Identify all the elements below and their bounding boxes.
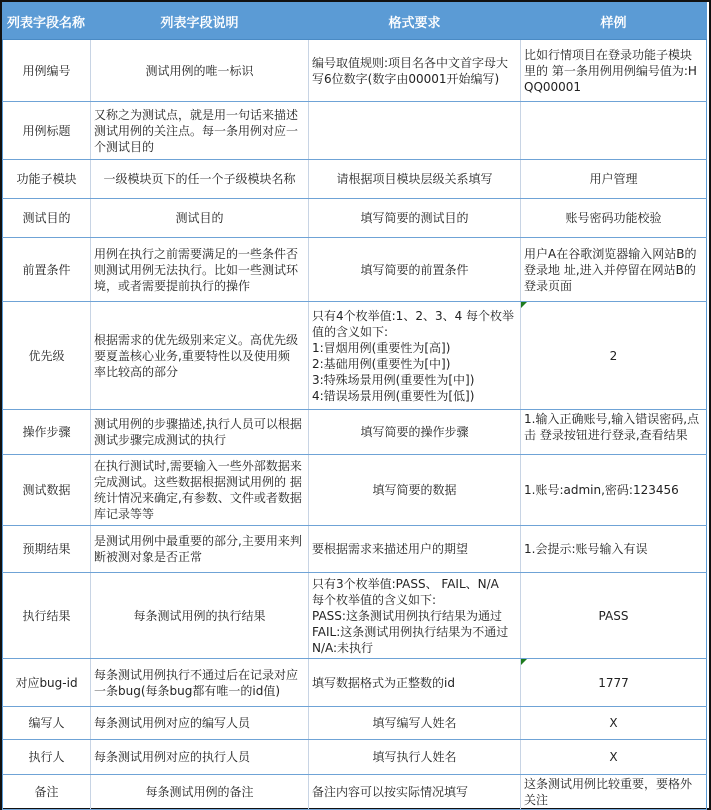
- cell-example[interactable]: X: [521, 740, 707, 775]
- cell-format[interactable]: [309, 573, 521, 659]
- table-row: [3, 659, 707, 707]
- cell-field-desc[interactable]: 测试用例的步骤描述,执行人员可以根据测试步骤完成测试的执行: [91, 410, 309, 455]
- table-row: [3, 238, 707, 302]
- format-line: 只有4个枚举值:1、2、3、4 每个枚举值的含义如下:: [312, 308, 515, 339]
- cell-example-value: 1.输入正确账号,输入错误密码,点击 登录按钮进行登录,查看结果: [524, 412, 700, 442]
- cell-example[interactable]: 这条测试用例比较重要，要格外关注: [521, 775, 707, 810]
- cell-field-desc[interactable]: 是测试用例中最重要的部分,主要用来判断被测对象是否正常: [91, 526, 309, 573]
- table-row: [3, 410, 707, 455]
- table-row: [3, 302, 707, 410]
- cell-format[interactable]: 备注内容可以按实际情况填写: [309, 775, 521, 810]
- header-field-desc[interactable]: 列表字段说明: [91, 3, 309, 40]
- cell-field-desc[interactable]: 在执行测试时,需要输入一些外部数据来完成测试。这些数据根据测试用例的 据统计情况来确定,有参数、文件或者数据库记录等等: [91, 455, 309, 526]
- format-line: 4:错误场景用例(重要性为[低]): [312, 388, 475, 403]
- cell-field-desc[interactable]: 测试用例的唯一标识: [91, 40, 309, 102]
- format-line: N/A:未执行: [312, 640, 374, 655]
- header-row: [3, 3, 707, 40]
- test-case-field-table: [2, 2, 707, 810]
- cell-example-value: 1777: [598, 675, 629, 690]
- header-example[interactable]: 样例: [521, 3, 707, 40]
- cell-example[interactable]: [521, 410, 707, 455]
- format-line: 2:基础用例(重要性为[中]): [312, 356, 451, 371]
- cell-field-desc[interactable]: 每条测试用例的备注: [91, 775, 309, 810]
- cell-format[interactable]: 填写执行人姓名: [309, 740, 521, 775]
- cell-field-name[interactable]: 备注: [3, 775, 91, 810]
- cell-format[interactable]: 填写简要的测试目的: [309, 199, 521, 238]
- cell-format[interactable]: 要根据需求来描述用户的期望: [309, 526, 521, 573]
- format-line: 每个枚举值的含义如下:: [312, 592, 437, 607]
- cell-example[interactable]: 用户A在谷歌浏览器输入网站B的登录地 址,进入并停留在网站B的登录页面: [521, 238, 707, 302]
- cell-field-desc[interactable]: 根据需求的优先级别来定义。高优先级 要夏盖核心业务,重要特性以及使用频 率比较高的部分: [91, 302, 309, 410]
- cell-field-desc[interactable]: 每条测试用例对应的执行人员: [91, 740, 309, 775]
- cell-field-name[interactable]: 预期结果: [3, 526, 91, 573]
- cell-format[interactable]: 填写简要的数据: [309, 455, 521, 526]
- cell-field-name[interactable]: 操作步骤: [3, 410, 91, 455]
- table-row: [3, 707, 707, 740]
- cell-field-desc[interactable]: 用例在执行之前需要满足的一些条件否 则测试用例无法执行。比如一些测试环 境，或者需要提前执行的操作: [91, 238, 309, 302]
- comment-marker-icon: [521, 302, 527, 308]
- format-line: 1:冒烟用例(重要性为[高]): [312, 340, 451, 355]
- table-row: [3, 573, 707, 659]
- comment-marker-icon: [521, 659, 527, 665]
- cell-example[interactable]: 账号密码功能校验: [521, 199, 707, 238]
- cell-format[interactable]: 编号取值规则:项目名各中文首字母大写6位数字(数字由00001开始编写): [309, 40, 521, 102]
- table-row: [3, 102, 707, 160]
- cell-field-name[interactable]: 编写人: [3, 707, 91, 740]
- cell-field-name[interactable]: 用例标题: [3, 102, 91, 160]
- format-line: 3:特殊场景用例(重要性为[中]): [312, 372, 475, 387]
- cell-example[interactable]: 用户管理: [521, 160, 707, 199]
- cell-example[interactable]: 1.账号:admin,密码:123456: [521, 455, 707, 526]
- table-row: [3, 740, 707, 775]
- cell-format[interactable]: [309, 102, 521, 160]
- cell-format[interactable]: [309, 302, 521, 410]
- cell-field-name[interactable]: 执行人: [3, 740, 91, 775]
- cell-field-desc[interactable]: 每条测试用例对应的编写人员: [91, 707, 309, 740]
- cell-example[interactable]: [521, 659, 707, 707]
- cell-field-name[interactable]: 用例编号: [3, 40, 91, 102]
- cell-example[interactable]: 1.会提示:账号输入有误: [521, 526, 707, 573]
- header-field-name[interactable]: 列表字段名称: [3, 3, 91, 40]
- cell-field-desc[interactable]: 又称之为测试点，就是用一句话来描述 测试用例的关注点。每一条用例对应一 个测试目的: [91, 102, 309, 160]
- format-line: 只有3个枚举值:PASS、 FAIL、N/A: [312, 576, 499, 591]
- cell-field-desc[interactable]: 一级模块页下的任一个子级模块名称: [91, 160, 309, 199]
- cell-format[interactable]: 填写简要的操作步骤: [309, 410, 521, 455]
- cell-field-name[interactable]: 测试目的: [3, 199, 91, 238]
- cell-field-name[interactable]: 优先级: [3, 302, 91, 410]
- cell-field-desc[interactable]: 每条测试用例执行不通过后在记录对应 一条bug(每条bug都有唯一的id值): [91, 659, 309, 707]
- cell-field-name[interactable]: 执行结果: [3, 573, 91, 659]
- cell-field-name[interactable]: 功能子模块: [3, 160, 91, 199]
- cell-example-value: 2: [609, 348, 618, 363]
- cell-example[interactable]: 比如行情项目在登录功能子模块里的 第一条用例用例编号值为:HQQ00001: [521, 40, 707, 102]
- table-row: [3, 526, 707, 573]
- table-row: [3, 160, 707, 199]
- cell-format[interactable]: 请根据项目模块层级关系填写: [309, 160, 521, 199]
- cell-format[interactable]: 填写简要的前置条件: [309, 238, 521, 302]
- cell-example[interactable]: [521, 302, 707, 410]
- cell-format[interactable]: 填写数据格式为正整数的id: [309, 659, 521, 707]
- cell-example[interactable]: X: [521, 707, 707, 740]
- cell-example[interactable]: PASS: [521, 573, 707, 659]
- cell-field-name[interactable]: 前置条件: [3, 238, 91, 302]
- table-row: [3, 455, 707, 526]
- header-format[interactable]: 格式要求: [309, 3, 521, 40]
- format-line: FAIL:这条测试用例执行结果为不通过: [312, 624, 509, 639]
- cell-field-name[interactable]: 测试数据: [3, 455, 91, 526]
- cell-field-name[interactable]: 对应bug-id: [3, 659, 91, 707]
- format-line: PASS:这条测试用例执行结果为通过: [312, 608, 502, 623]
- table-row: [3, 775, 707, 810]
- table-row: [3, 40, 707, 102]
- table-row: [3, 199, 707, 238]
- cell-example[interactable]: [521, 102, 707, 160]
- cell-format[interactable]: 填写编写人姓名: [309, 707, 521, 740]
- cell-field-desc[interactable]: 每条测试用例的执行结果: [91, 573, 309, 659]
- cell-field-desc[interactable]: 测试目的: [91, 199, 309, 238]
